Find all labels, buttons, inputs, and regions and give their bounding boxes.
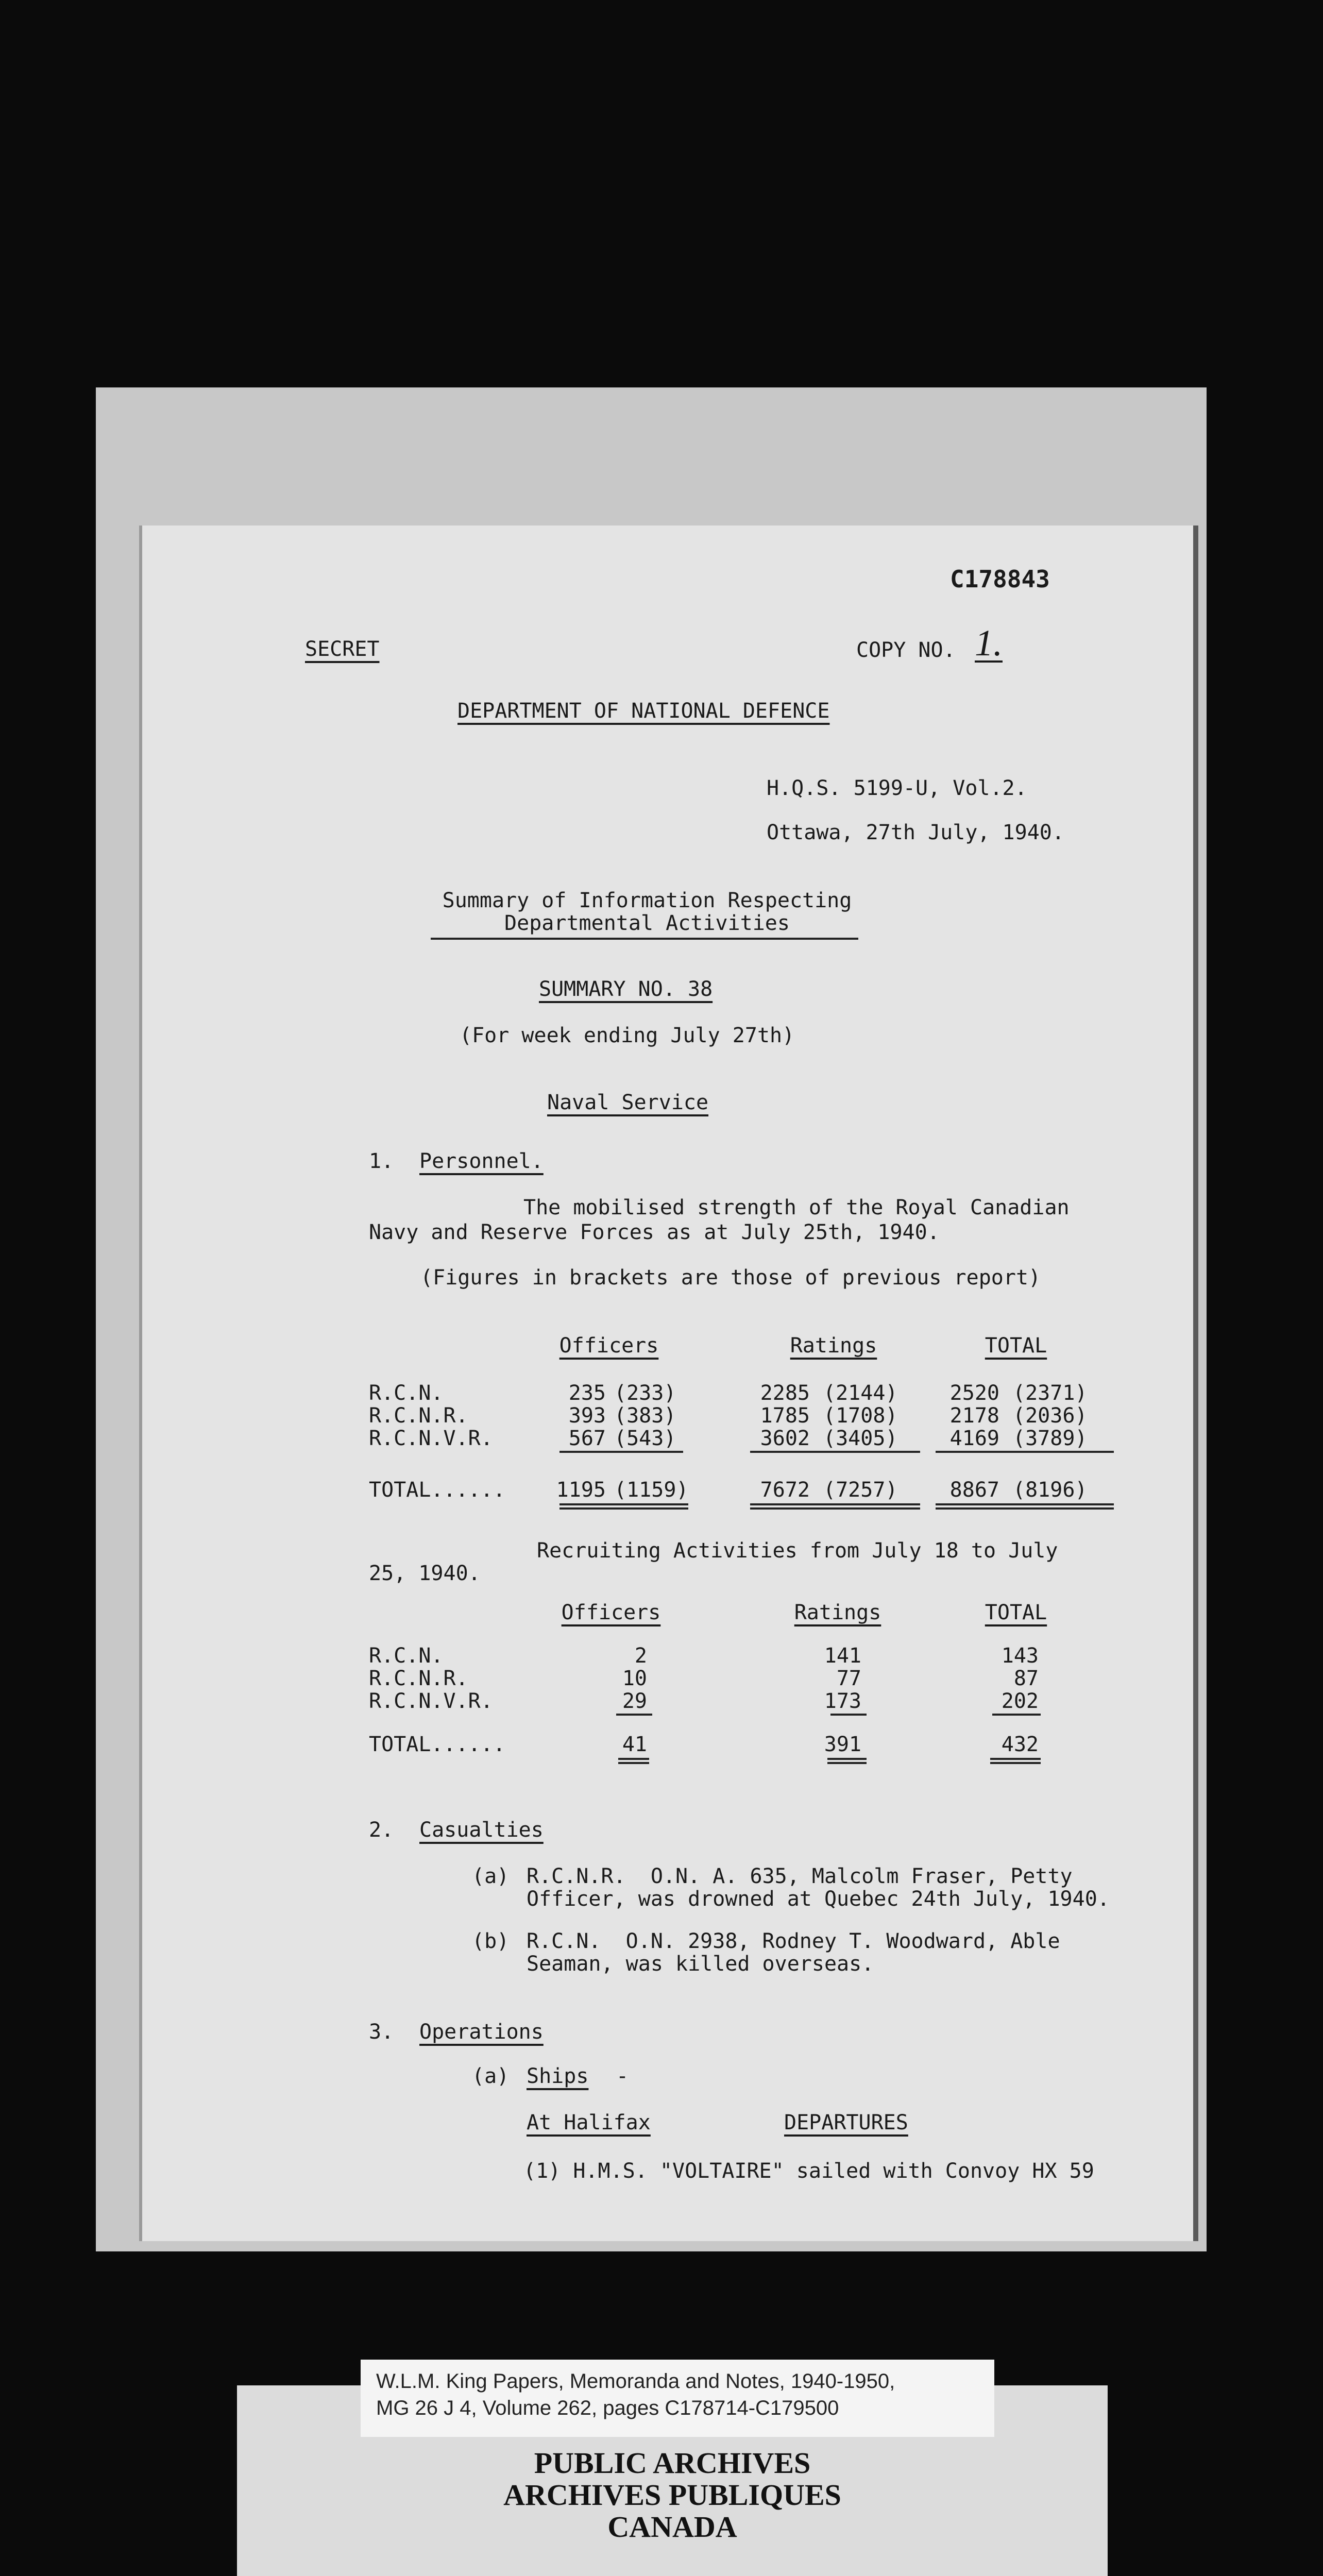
- copy-number: 1.: [975, 622, 1003, 664]
- archives-line1: PUBLIC ARCHIVES: [534, 2446, 811, 2480]
- col-header-officers: Officers: [559, 1334, 659, 1358]
- archive-reference-box: [361, 2360, 994, 2437]
- ratings-value: 3602: [760, 1427, 810, 1450]
- title-underline: [431, 938, 858, 940]
- ratings-value: 141: [824, 1644, 861, 1668]
- total-previous: (2036): [1013, 1404, 1088, 1428]
- ships-dash: -: [616, 2064, 629, 2088]
- operations-heading: Operations: [419, 2020, 544, 2044]
- total-previous: (3789): [1013, 1427, 1088, 1450]
- recruit-officers-double-rule: [618, 1758, 649, 1764]
- casualty-a-label: (a): [472, 1865, 510, 1888]
- total-value: 2520: [949, 1381, 999, 1405]
- copy-label: COPY NO.: [856, 638, 956, 662]
- total-label: TOTAL......: [369, 1478, 505, 1502]
- officers-total-double-rule: [559, 1503, 688, 1510]
- officers-total: 1195: [556, 1478, 606, 1502]
- total-value: 4169: [949, 1427, 999, 1450]
- ratings-value: 77: [836, 1667, 861, 1690]
- operations-a-label: (a): [472, 2064, 510, 2088]
- officers-previous: (383): [614, 1404, 676, 1428]
- archive-reference-line1: W.L.M. King Papers, Memoranda and Notes, 1940-1950,: [376, 2370, 895, 2393]
- officers-total-previous: (1159): [614, 1478, 689, 1502]
- recruit-col-header-ratings: Ratings: [794, 1601, 881, 1624]
- total-label: TOTAL......: [369, 1733, 505, 1756]
- officers-value: 235: [568, 1381, 606, 1405]
- ratings-value: 1785: [760, 1404, 810, 1428]
- week-ending: (For week ending July 27th): [460, 1024, 795, 1047]
- total-value: 202: [1001, 1689, 1039, 1713]
- document-number: C178843: [950, 565, 1050, 593]
- total-previous: (2371): [1013, 1381, 1088, 1405]
- recruit-total-rule: [992, 1714, 1041, 1716]
- archives-line2: ARCHIVES PUBLIQUES: [503, 2478, 841, 2512]
- casualty-b-line1: R.C.N. O.N. 2938, Rodney T. Woodward, Able: [527, 1929, 1060, 1953]
- row-label: R.C.N.: [369, 1381, 444, 1405]
- officers-value: 2: [634, 1644, 647, 1668]
- department-title: DEPARTMENT OF NATIONAL DEFENCE: [457, 699, 830, 723]
- summary-title-line1: Summary of Information Respecting: [442, 889, 852, 912]
- officers-value: 10: [622, 1667, 647, 1690]
- officers-value: 29: [622, 1689, 647, 1713]
- personnel-paragraph-line1: The mobilised strength of the Royal Canadian: [523, 1196, 1070, 1219]
- personnel-paragraph-line2: Navy and Reserve Forces as at July 25th, 1940.: [369, 1221, 940, 1244]
- officers-previous: (543): [614, 1427, 676, 1450]
- place-date: Ottawa, 27th July, 1940.: [767, 821, 1064, 844]
- officers-previous: (233): [614, 1381, 676, 1405]
- total-value: 87: [1013, 1667, 1039, 1690]
- ratings-previous: (3405): [823, 1427, 898, 1450]
- col-header-total: TOTAL: [985, 1334, 1047, 1358]
- personnel-number: 1.: [369, 1149, 394, 1173]
- casualty-a-line2: Officer, was drowned at Quebec 24th July, 1940.: [527, 1887, 1110, 1911]
- grand-total-previous: (8196): [1013, 1478, 1088, 1502]
- row-label: R.C.N.V.R.: [369, 1689, 493, 1713]
- personnel-heading: Personnel.: [419, 1149, 544, 1173]
- total-subtotal-rule: [936, 1451, 1114, 1453]
- summary-title-line2: Departmental Activities: [504, 911, 790, 935]
- casualties-number: 2.: [369, 1818, 394, 1842]
- ratings-value: 2285: [760, 1381, 810, 1405]
- departures-heading: DEPARTURES: [784, 2111, 908, 2134]
- ships-heading: Ships: [527, 2064, 589, 2088]
- ratings-previous: (1708): [823, 1404, 898, 1428]
- ratings-value: 173: [824, 1689, 861, 1713]
- archives-line3: CANADA: [607, 2510, 737, 2544]
- recruit-col-header-officers: Officers: [561, 1601, 661, 1624]
- ratings-total: 391: [824, 1733, 861, 1756]
- ratings-total-previous: (7257): [823, 1478, 898, 1502]
- col-header-ratings: Ratings: [790, 1334, 877, 1358]
- recruit-officers-rule: [616, 1714, 652, 1716]
- brackets-note: (Figures in brackets are those of previous report): [420, 1266, 1041, 1290]
- grand-total: 8867: [949, 1478, 999, 1502]
- row-label: R.C.N.R.: [369, 1667, 468, 1690]
- recruit-total-double-rule: [990, 1758, 1041, 1764]
- officers-value: 567: [568, 1427, 606, 1450]
- officers-total: 41: [622, 1733, 647, 1756]
- file-reference: H.Q.S. 5199-U, Vol.2.: [767, 776, 1027, 800]
- classification-label: SECRET: [305, 637, 380, 661]
- ratings-total-double-rule: [750, 1503, 920, 1510]
- recruit-ratings-double-rule: [827, 1758, 867, 1764]
- document-page: [139, 526, 1198, 2241]
- summary-number: SUMMARY NO. 38: [539, 977, 713, 1001]
- ratings-total: 7672: [760, 1478, 810, 1502]
- ratings-previous: (2144): [823, 1381, 898, 1405]
- departure-item-1: (1) H.M.S. "VOLTAIRE" sailed with Convoy HX 59: [523, 2159, 1094, 2183]
- grand-total-double-rule: [936, 1503, 1114, 1510]
- total-value: 2178: [949, 1404, 999, 1428]
- ratings-subtotal-rule: [750, 1451, 920, 1453]
- service-heading: Naval Service: [547, 1091, 709, 1114]
- officers-value: 393: [568, 1404, 606, 1428]
- archive-reference-line2: MG 26 J 4, Volume 262, pages C178714-C179500: [376, 2397, 839, 2419]
- casualty-b-line2: Seaman, was killed overseas.: [527, 1952, 874, 1976]
- row-label: R.C.N.V.R.: [369, 1427, 493, 1450]
- recruiting-paragraph-line2: 25, 1940.: [369, 1562, 481, 1585]
- operations-number: 3.: [369, 2020, 394, 2044]
- recruit-col-header-total: TOTAL: [985, 1601, 1047, 1624]
- row-label: R.C.N.R.: [369, 1404, 468, 1428]
- officers-subtotal-rule: [559, 1451, 683, 1453]
- recruit-ratings-rule: [830, 1714, 867, 1716]
- location-heading: At Halifax: [527, 2111, 651, 2134]
- casualty-a-line1: R.C.N.R. O.N. A. 635, Malcolm Fraser, Petty: [527, 1865, 1073, 1888]
- total-value: 143: [1001, 1644, 1039, 1668]
- row-label: R.C.N.: [369, 1644, 444, 1668]
- casualty-b-label: (b): [472, 1929, 510, 1953]
- archives-stamp: [237, 2447, 1108, 2543]
- grand-total: 432: [1001, 1733, 1039, 1756]
- casualties-heading: Casualties: [419, 1818, 544, 1842]
- recruiting-paragraph-line1: Recruiting Activities from July 18 to July: [537, 1539, 1058, 1563]
